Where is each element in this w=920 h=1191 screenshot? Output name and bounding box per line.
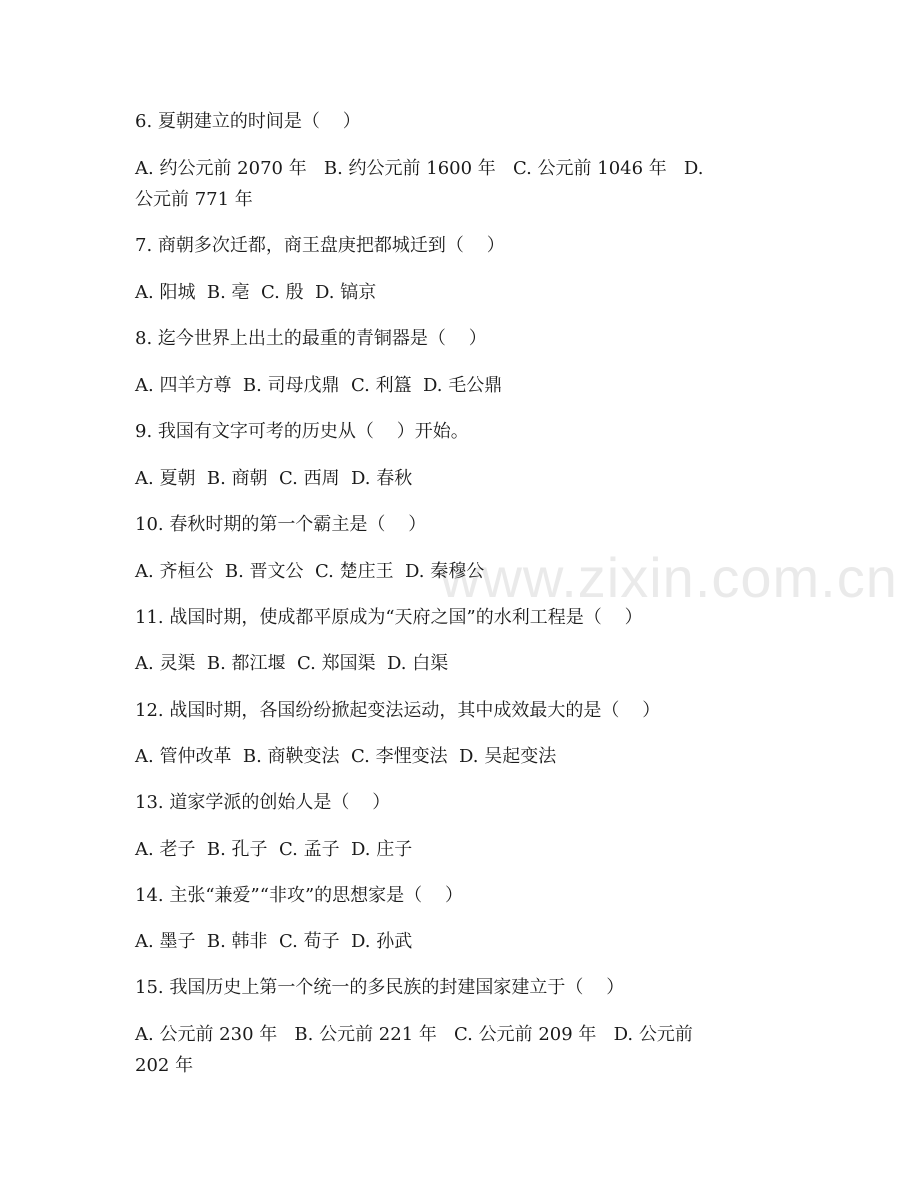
question-15: 15. 我国历史上第一个统一的多民族的封建国家建立于（ ） <box>135 977 625 998</box>
question-9: 9. 我国有文字可考的历史从（ ）开始。 <box>135 421 469 442</box>
options-14: A. 墨子 B. 韩非 C. 荀子 D. 孙武 <box>135 931 413 952</box>
options-6-line-2: 公元前 771 年 <box>135 189 253 210</box>
options-6-line-1: A. 约公元前 2070 年 B. 约公元前 1600 年 C. 公元前 1046 年 D. <box>135 158 704 179</box>
question-7: 7. 商朝多次迁都，商王盘庚把都城迁到（ ） <box>135 235 505 256</box>
options-15-line-1: A. 公元前 230 年 B. 公元前 221 年 C. 公元前 209 年 D. 公元前 <box>135 1024 693 1045</box>
options-15-line-2: 202 年 <box>135 1055 194 1076</box>
options-11: A. 灵渠 B. 都江堰 C. 郑国渠 D. 白渠 <box>135 653 449 674</box>
options-12: A. 管仲改革 B. 商鞅变法 C. 李悝变法 D. 吴起变法 <box>135 746 557 767</box>
question-6: 6. 夏朝建立的时间是（ ） <box>135 111 361 132</box>
question-14: 14. 主张“兼爱”“非攻”的思想家是（ ） <box>135 885 464 906</box>
options-8: A. 四羊方尊 B. 司母戊鼎 C. 利簋 D. 毛公鼎 <box>135 375 503 396</box>
options-10: A. 齐桓公 B. 晋文公 C. 楚庄王 D. 秦穆公 <box>135 561 485 582</box>
question-13: 13. 道家学派的创始人是（ ） <box>135 792 391 813</box>
question-11: 11. 战国时期，使成都平原成为“天府之国”的水利工程是（ ） <box>135 607 643 628</box>
options-7: A. 阳城 B. 亳 C. 殷 D. 镐京 <box>135 282 377 303</box>
question-8: 8. 迄今世界上出土的最重的青铜器是（ ） <box>135 328 487 349</box>
watermark-text: www.zixin.com.cn <box>440 546 898 609</box>
options-9: A. 夏朝 B. 商朝 C. 西周 D. 春秋 <box>135 468 413 489</box>
question-10: 10. 春秋时期的第一个霸主是（ ） <box>135 514 427 535</box>
question-12: 12. 战国时期，各国纷纷掀起变法运动，其中成效最大的是（ ） <box>135 700 661 721</box>
options-13: A. 老子 B. 孔子 C. 孟子 D. 庄子 <box>135 839 413 860</box>
